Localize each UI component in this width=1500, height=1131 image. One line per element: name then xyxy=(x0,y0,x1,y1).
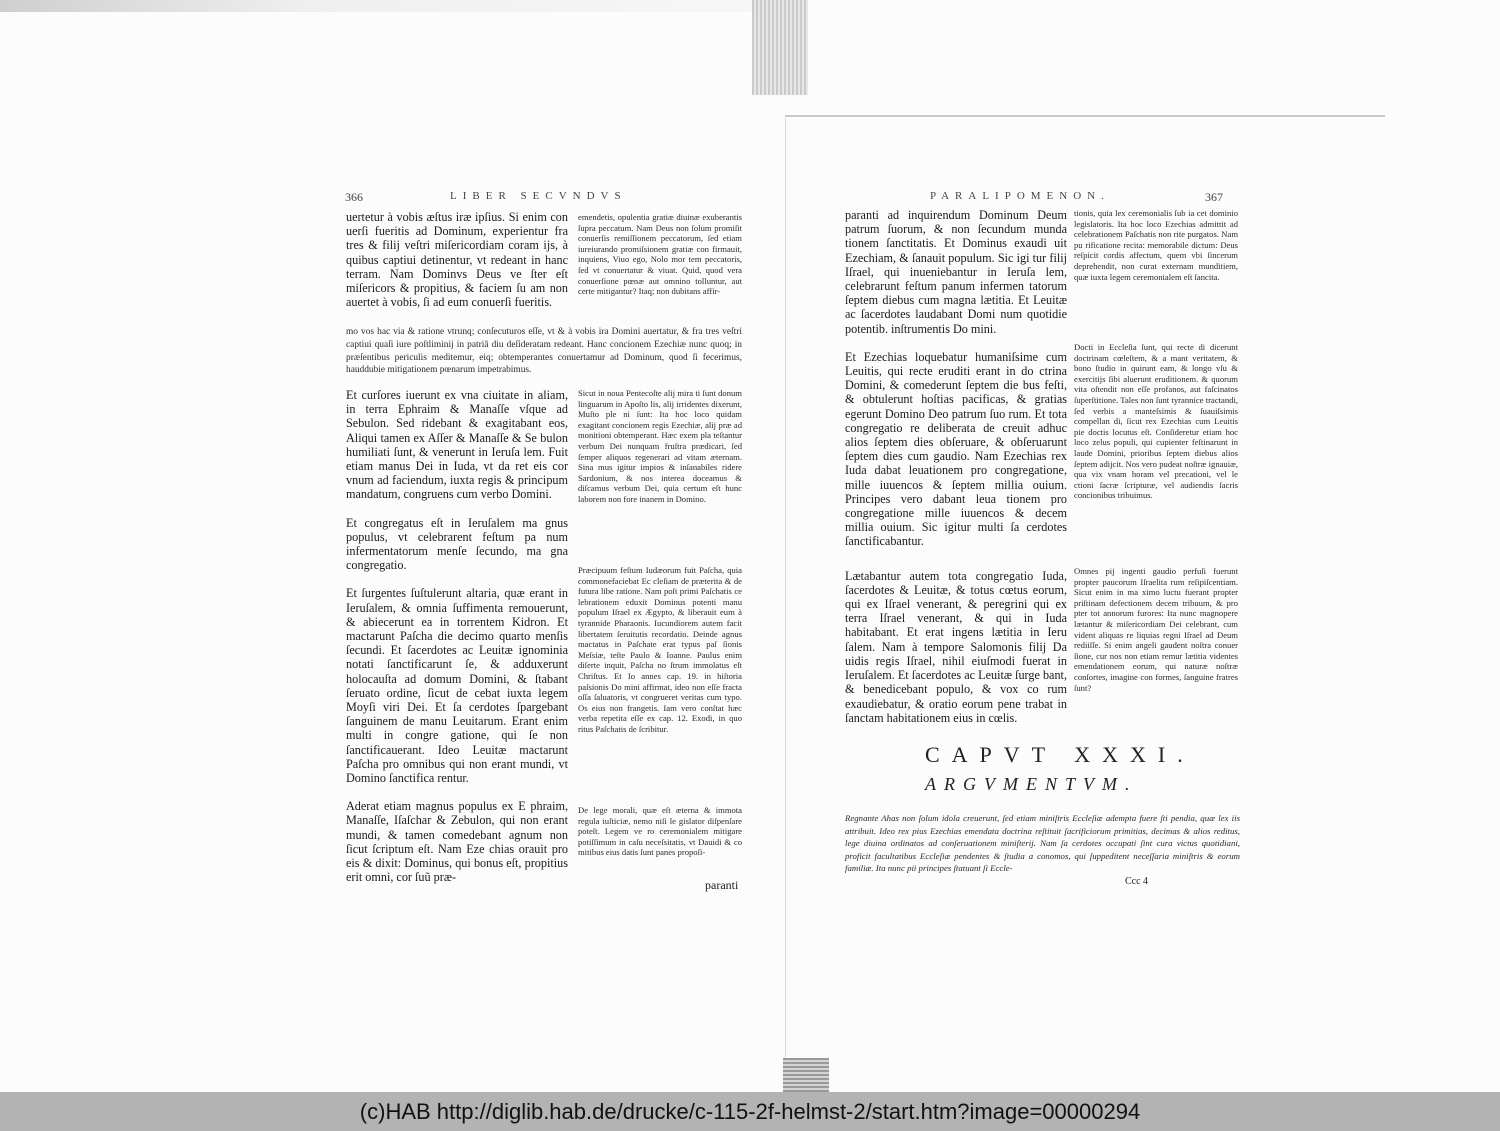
right-side-note-3: Omnes pij ingenti gaudio perfuſi fuerunt propter paucorum Iſraelita rum reſipiſcentiam. Sicut enim in ma ximo luctu fuerant propter priſtinam defectionem decem tribuum, & pro pter tot annorum furores: Ita nunc magnopere lætantur & miſericordiam Dei celebrant, cum vident aliquas re liquias regni Iſrael ad Deum rediiſſe. Si enim angeli gaudent noſtra conuer ſione, cur nos non etiam remur lætitia videntes emendationem eorum, qui naturæ noſtræ conſortes, imagine con formes, ſanguine fratres ſunt? xyxy=(1074,566,1238,693)
book-gutter-bottom xyxy=(783,1058,829,1092)
right-paragraph-3: Lætabantur autem tota congregatio Iuda, ſacerdotes & Leuitæ, & totus cœtus eorum, qui ex Iſrael venerant, & peregrini qui ex terra Iſrael venerant, & qui in Iuda habitabant. Et erat ingens lætitia in Ieru ſalem. Nam à tempore Salomonis filij Da uidis regis Iſrael, nihil eiuſmodi fuerat in Ieruſalem. Et ſacerdotes ac Leuitæ ſurge bant, & benedicebant populo, & vox co rum exaudiebatur, & oratio eorum pene trabat in ſanctam habitationem eius in cœlis. xyxy=(845,568,1067,725)
left-side-note-2: Sicut in noua Pentecoſte alij mira ti ſunt donum linguarum in Apoſto lis, alij irridentes dixerunt, Muſto ple ni ſunt: Ita hoc loco quidam exagitant concionem regis Ezechiæ, alij præ ad monitioni obtemperant. Hæc exem pla teſtantur verbum Dei nunquam fruſtra prædicari, ſed ſemper aliquos regenerari ad vitam æternam. Sina mus igitur impios & inſanabiles ridere Sardonium, & nos interea doceamus & diſcamus verbum Dei, quia certum eſt hunc laborem non fore inanem in Domino. xyxy=(578,388,742,504)
copyright-footer xyxy=(0,1092,1500,1131)
page-fold-line xyxy=(785,118,786,1058)
book-gutter-top xyxy=(752,0,808,95)
right-running-head: PARALIPOMENON. xyxy=(930,190,1110,202)
chapter-heading: CAPVT XXXI. xyxy=(925,742,1195,767)
footer-text: (c)HAB http://diglib.hab.de/drucke/c-115-2f-helmst-2/start.htm?image=00000294 xyxy=(359,1098,1141,1124)
left-catchword: paranti xyxy=(705,878,739,892)
right-page-number: 367 xyxy=(1205,190,1223,204)
left-paragraph-3: Et congregatus eſt in Ieruſalem ma gnus populus, vt celebrarent feſtum pa num infermentatorum menſe ſecundo, ma gna congregatio. xyxy=(346,515,568,573)
right-page-edge xyxy=(785,115,1385,117)
right-side-note-2: Docti in Eccleſia ſunt, qui recte di dicerunt doctrinam cœleſtem, & a mant veritatem, & bono ſtudio in quirunt eam, & longo vſu & exercitijs ſibi aluerunt eruditionem. & quorum vita oſtendit non eſſe profanos, aut faſcinatos ſuperſtitione. Tales non ſunt tyrannice tractandi, ſed verbis a manteſsimis & ſuauiſsimis compellan di, ſicut rex Ezechias cum Leuitis pie doctis locutus eſt. Conſideretur etiam hoc loco zelus populi, qui cupienter feſtinarunt in laude Domini, prioribus ſeptem diebus alios ſeptem adijcit. Nos vero pudeat noſtræ ignauiæ, qua vix vnam horam vel precationi, vel le ctioni ſacræ ſcripturæ, vel audiendis ſacris concionibus tribuimus. xyxy=(1074,342,1238,501)
argument-text: Regnante Ahas non ſolum idola creuerunt, ſed etiam miniſtris Eccleſiæ adempta fuere ſti pendia, quæ lex iis attribuit. Ideo rex pius Ezechias emendata doctrina reſtituit ſacrificiorum primitias, decimas & alios reditus, lege diuina ordinatos ad conſeruationem miniſterij. Nam ſa cerdotes occupati ſint cura victus quotidiani, proficit facultatibus Eccleſiæ pendentes & ſtudia a conomos, qui ſuppeditent neceſſaria miniſtris & eorum familiæ. Ita nunc pii principes ſtatuant ſi Eccle- xyxy=(845,813,1240,874)
argument-heading: ARGVMENTVM. xyxy=(925,774,1138,794)
left-paragraph-5: Aderat etiam magnus populus ex E phraim, Manaſſe, Iſaſchar & Zebulon, qui non erant mundi, & tamen comedebant agnum non ſicut ſcriptum eſt. Nam Eze chias orauit pro eis & dixit: Dominus, qui bonus eſt, propitius erit omni, cor ſuũ præ- xyxy=(346,799,568,885)
left-wide-note: mo vos hac via & ratione vtrunq; conſecuturos eſſe, vt & à vobis ira Domini auertatur, & fra tres veſtri captiui quaſi iure poſtliminij in patriã diu deſideratam redeant. Hanc concionem Ezechiæ nunc quoq; in præſentibus periculis meditemur, eiq; obtemperantes conuertamur ad Dominum, quod ſi fecerimus, hauddubie mitigationem pœnarum impetrabimus. xyxy=(346,327,742,376)
left-paragraph-4: Et ſurgentes ſuſtulerunt altaria, quæ erant in Ieruſalem, & omnia ſuffimenta remouerunt, & abiecerunt ea in torrentem Kidron. Et mactarunt Paſcha die decimo quarto menſis ſecundi. Et ſacerdotes ac Leuitæ ignominia notati ſanctificarunt ſe, & adduxerunt holocauſta ad domum Domini, & ſtabant ſeruato ordine, ſicut de cebat iuxta legem Moyſi viri Dei. Et ſa cerdotes ſpargebant ſanguinem de manu Leuitarum. Erant enim multi in congre gatione, qui ſe non ſanctificauerant. Ideo Leuitæ mactarunt Paſcha pro omnibus qui non erant mundi, vt Domino ſanctifica rentur. xyxy=(346,586,568,786)
left-side-note-3: Præcipuum feſtum Iudæorum fuit Paſcha, quia commonefaciebat Ec cleſiam de præterita & de futura libe ratione. Nam poſt primi Paſchatis ce lebrationem eduxit Dominus potenti manu populum Iſrael ex Ægypto, & liberauit eum à tyrannide Pharaonis. Iucundiorem autem facit libertatem ſeruitutis recordatio. Deinde agnus mactatus in Paſchate erat typus paſ ſionis Meſsiæ, teſte Paulo & Ioanne. Paulus enim diſerte inquit, Paſcha no ſtrum immolatus eſt Chriſtus. Et Io annes cap. 19. in hiſtoria paſsionis Do mini affirmat, ideo non eſſe fracta oſſa ſaluatoris, vt congrueret veritas cum typo. Os eius non frangetis. Iam vero conſtat hæc verba repetita eſſe ex cap. 12. Exodi, in quo ritus Paſchatis de ſcribitur. xyxy=(578,565,742,734)
left-paragraph-1: uertetur à vobis æſtus iræ ipſius. Si enim con uerſi fueritis ad Dominum, experientur fra tres & filij veſtri miſericordiam coram ijs, à quibus captiui detinentur, vt redeant in hanc terram. Nam Dominvs Deus ve ſter eſt miſericors & propitius, & faciem ſu am non auertet à vobis, ſi ad eum conuerſi fueritis. xyxy=(346,210,568,310)
right-paragraph-2: Et Ezechias loquebatur humaniſsime cum Leuitis, qui recte eruditi erant in do ctrina Domini, & comederunt ſeptem die bus feſti, & obtulerunt hoſtias pacificas, & gratias egerunt Domino Deo patrum ſuo rum. Et tota congregatio re deliberata de creuit adhuc alios ſeptem dies obſeruare, & obſeruarunt ſeptem dies cum gaudio. Nam Ezechias rex Iuda dabat leuationem pro congregatione, mille iuuencos & ſeptem millia ouium. Principes vero dabant leua tionem pro congregatione mille iuuencos & decem millia ouium. Sic igitur multi ſa cerdotes ſanctificabantur. xyxy=(845,349,1067,549)
left-side-note-4: De lege morali, quæ eſt æterna & immota regula iuſticiæ, nemo niſi le gislator diſpenſare poteſt. Legem ve ro ceremonialem mitigare potiſſimum in caſu neceſsitatis, vt Dauidi & co mitibus eius datis ſunt panes propoſi- xyxy=(578,805,742,858)
signature-mark: Ccc 4 xyxy=(1125,876,1149,887)
right-side-note-1: tionis, quia lex ceremonialis ſub ia cet dominio legislatoris. Ita hoc loco Ezechias admittit ad celebrationem Paſchatis non rite purgatos. Nam pu rificatione recita: memorabile dictum: Deus reſpicit cordis affectum, quem vbi ſincerum deprehendit, non curat externam munditiem, quæ iuxta legem ceremonialem eſt ſancita. xyxy=(1074,208,1238,282)
right-paragraph-1: paranti ad inquirendum Dominum Deum patrum ſuorum, & non ſecundum munda tionem ſanctitatis. Et Dominus exaudi uit Ezechiam, & ſanauit populum. Sic igi tur filij Iſrael, qui inueniebantur in Ieruſa lem, celebrarunt feſtum panum infermen tatorum ſeptem diebus cum magna lætitia. Et Leuitæ ac ſacerdotes laudabant Domi num quotidie potentib. inſtrumentis Do mini. xyxy=(845,208,1067,336)
left-paragraph-2: Et curſores iuerunt ex vna ciuitate in aliam, in terra Ephraim & Manaſſe vſque ad Sebulon. Sed ridebant & exagitabant eos, Aliqui tamen ex Aſſer & Manaſſe & Se bulon humiliati ſunt, & venerunt in Ieruſa lem. Fuit etiam manus Dei in Iuda, vt da ret eis cor vnum ad faciendum, iuxta regis & principum mandatum, congruens cum verbo Domini. xyxy=(346,388,568,502)
left-running-head: LIBER SECVNDVS xyxy=(450,190,627,202)
left-main-column xyxy=(346,388,568,899)
left-side-note-1: emendetis, opulentia gratiæ diuinæ exuberantis ſupra peccatum. Nam Deus non ſolum promiſit conuerſis remiſſionem peccatorum, ſed etiam iureiurando promiſsionem gratiæ con firmauit, inquiens, Viuo ego, Nolo mor tem peccatoris, ſed vt conuertatur & viuat. Quid, quod vera conuerſione pœnæ aut omnino tolluntur, aut certe mitigantur? Itaq; non dubitans affir- xyxy=(578,212,742,297)
right-main-column xyxy=(845,208,1067,739)
scan-edge-top xyxy=(0,0,760,12)
left-main-column-top xyxy=(346,210,568,323)
left-page-number: 366 xyxy=(345,190,363,204)
